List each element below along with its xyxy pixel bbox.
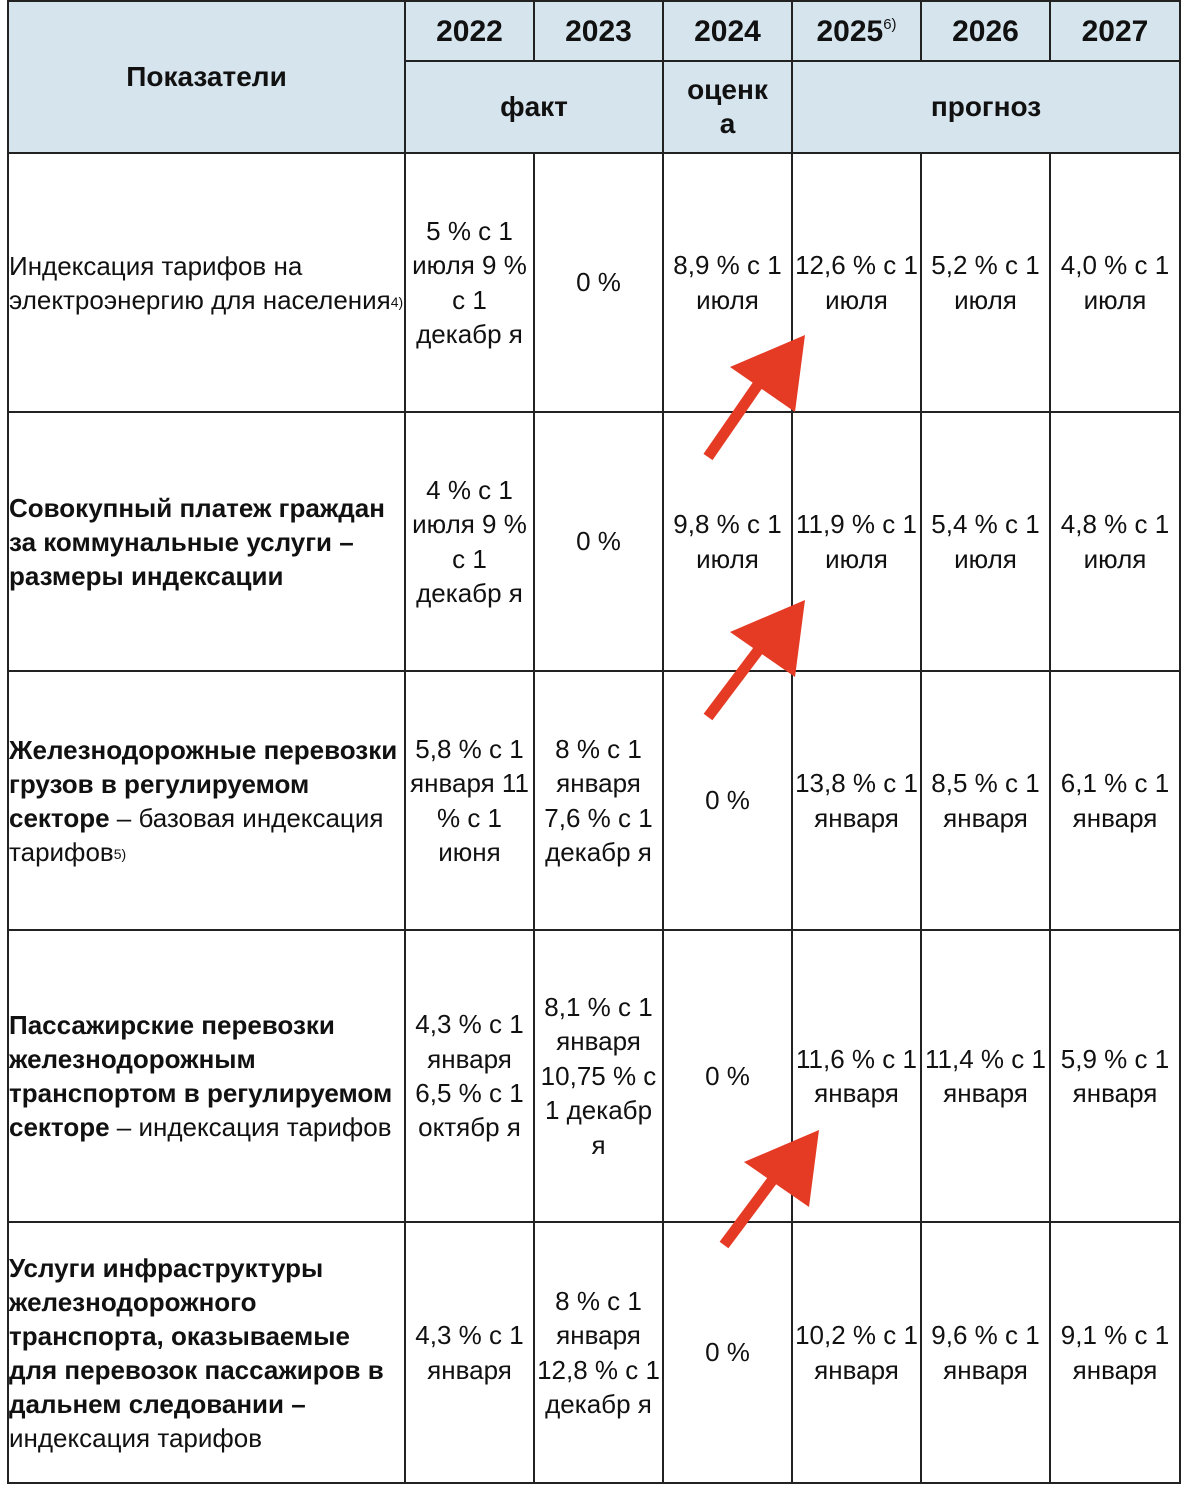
year-2022-header: 2022 [405, 1, 534, 61]
cell-2024: 0 % [663, 930, 792, 1222]
row-label-bold: Пассажирские перевозки железнодорожным транспортом в регулируемом секторе [9, 1010, 393, 1142]
year-2025-footnote: 6) [883, 15, 897, 33]
cell-2022: 4 % с 1 июля 9 % с 1 декабр я [405, 412, 534, 671]
cell-2024: 0 % [663, 1222, 792, 1483]
row-footnote: 4) [390, 293, 404, 310]
cell-2026: 9,6 % с 1 января [921, 1222, 1050, 1483]
cell-2023: 0 % [534, 412, 663, 671]
cell-2022: 4,3 % с 1 января 6,5 % с 1 октябр я [405, 930, 534, 1222]
cell-2024: 9,8 % с 1 июля [663, 412, 792, 671]
year-2027-header: 2027 [1050, 1, 1180, 61]
cell-2025: 10,2 % с 1 января [792, 1222, 921, 1483]
cell-2026: 5,4 % с 1 июля [921, 412, 1050, 671]
cell-2027: 4,8 % с 1 июля [1050, 412, 1180, 671]
year-2024-header: 2024 [663, 1, 792, 61]
row-label-bold: Услуги инфраструктуры железнодорожного транспорта, оказываемые для перевозок пассажиров в дальнем следовании – [9, 1252, 384, 1419]
year-2025-header [792, 1, 921, 61]
row-label-text: – индексация тарифов [109, 1112, 392, 1142]
forecast-group-header: прогноз [792, 61, 1180, 153]
cell-2022: 5,8 % с 1 января 11 % с 1 июня [405, 671, 534, 930]
cell-2024: 0 % [663, 671, 792, 930]
cell-2027: 6,1 % с 1 января [1050, 671, 1180, 930]
cell-2026: 11,4 % с 1 января [921, 930, 1050, 1222]
year-2026-header: 2026 [921, 1, 1050, 61]
row-label [8, 671, 405, 930]
table-row [8, 671, 1180, 930]
cell-2027: 9,1 % с 1 января [1050, 1222, 1180, 1483]
table-row [8, 1222, 1180, 1483]
row-footnote: 5) [113, 845, 127, 862]
row-label [8, 153, 405, 412]
row-label [8, 1222, 405, 1483]
fact-group-header: факт [405, 61, 663, 153]
cell-2023: 8,1 % с 1 января 10,75 % с 1 декабр я [534, 930, 663, 1222]
indicators-header: Показатели [8, 1, 405, 153]
table-row [8, 153, 1180, 412]
cell-2027: 4,0 % с 1 июля [1050, 153, 1180, 412]
cell-2025: 13,8 % с 1 января [792, 671, 921, 930]
cell-2022: 5 % с 1 июля 9 % с 1 декабр я [405, 153, 534, 412]
row-label-bold: Совокупный платеж граждан за коммунальные услуги – размеры индексации [9, 492, 385, 591]
row-label [8, 930, 405, 1222]
row-label-bold: Железнодорожные перевозки грузов в регулируемом секторе [9, 734, 398, 833]
cell-2022: 4,3 % с 1 января [405, 1222, 534, 1483]
row-label-text: Индексация тарифов на электроэнергию для населения [9, 250, 391, 315]
cell-2023: 8 % с 1 января 12,8 % с 1 декабр я [534, 1222, 663, 1483]
cell-2023: 0 % [534, 153, 663, 412]
cell-2026: 5,2 % с 1 июля [921, 153, 1050, 412]
row-label [8, 412, 405, 671]
cell-2026: 8,5 % с 1 января [921, 671, 1050, 930]
estimate-group-header: оценк а [663, 61, 792, 153]
year-2025-label: 2025 [816, 14, 884, 48]
table-row [8, 930, 1180, 1222]
table-row [8, 412, 1180, 671]
cell-2023: 8 % с 1 января 7,6 % с 1 декабр я [534, 671, 663, 930]
cell-2025: 12,6 % с 1 июля [792, 153, 921, 412]
row-label-text: – базовая индексация тарифов [9, 802, 384, 867]
cell-2025: 11,9 % с 1 июля [792, 412, 921, 671]
year-2023-header: 2023 [534, 1, 663, 61]
row-label-text: индексация тарифов [9, 1422, 263, 1453]
cell-2025: 11,6 % с 1 января [792, 930, 921, 1222]
cell-2027: 5,9 % с 1 января [1050, 930, 1180, 1222]
cell-2024: 8,9 % с 1 июля [663, 153, 792, 412]
tariff-indexation-table [7, 0, 1181, 1484]
